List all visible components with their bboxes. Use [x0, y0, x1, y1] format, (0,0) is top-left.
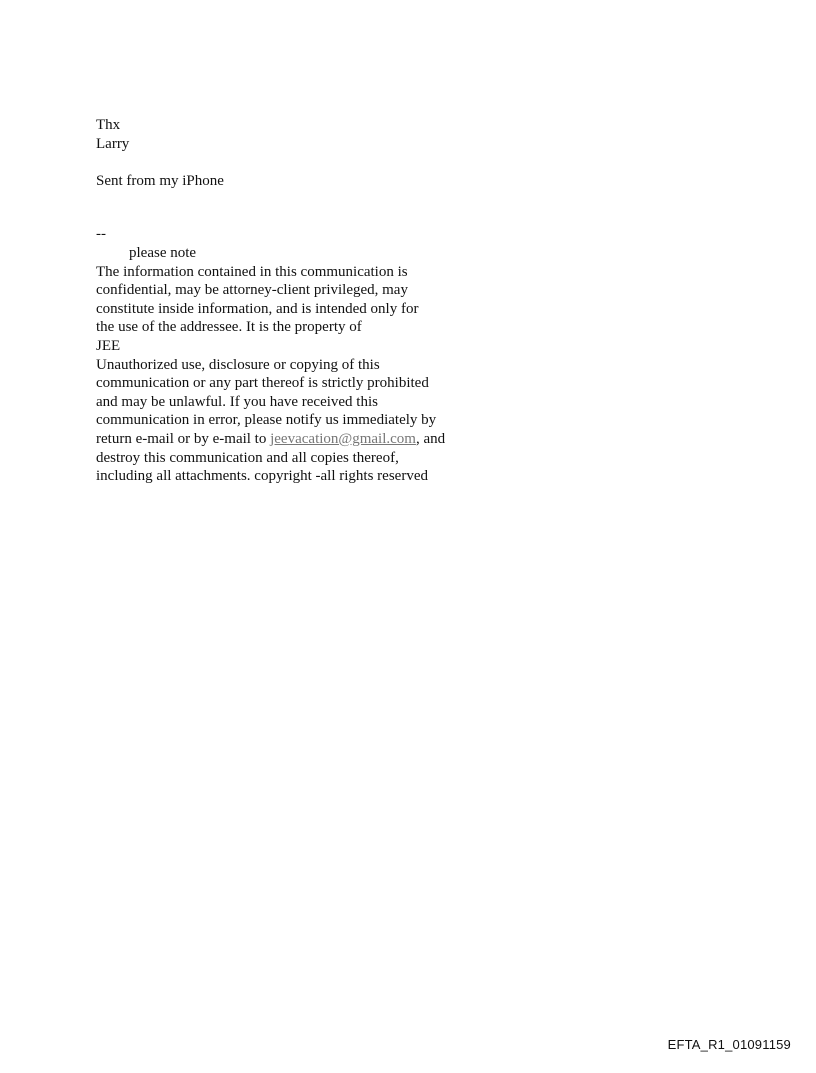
disclaimer-line: Unauthorized use, disclosure or copying of this	[96, 356, 380, 373]
sent-from-text: Sent from my iPhone	[96, 172, 224, 189]
disclaimer-line: confidential, may be attorney-client privileged, may	[96, 282, 408, 299]
email-line-suffix: , and	[415, 430, 446, 447]
spacer	[96, 153, 516, 172]
disclaimer-line: destroy this communication and all copies thereof,	[96, 449, 399, 466]
disclaimer-line: constitute inside information, and is intended only for	[96, 300, 419, 317]
closing-text: Thx	[96, 117, 121, 133]
disclaimer-line: communication or any part thereof is strictly prohibited	[96, 375, 429, 392]
email-body	[96, 116, 516, 486]
disclaimer-line: communication in error, please notify us immediately by	[96, 412, 437, 429]
disclaimer-block	[96, 244, 516, 486]
disclaimer-line: and may be unlawful. If you have received this	[96, 393, 378, 410]
disclaimer-email-line	[96, 430, 516, 449]
disclaimer-line: JEE	[96, 337, 121, 354]
disclaimer-heading: please note	[129, 244, 197, 261]
spacer	[96, 190, 516, 225]
signature-name: Larry	[96, 135, 130, 152]
disclaimer-line: The information contained in this communication is	[96, 263, 408, 280]
email-address-link[interactable]: jeevacation@gmail.com	[270, 430, 416, 447]
disclaimer-line: the use of the addressee. It is the property of	[96, 319, 362, 336]
disclaimer-line: including all attachments. copyright -all rights reserved	[96, 468, 428, 485]
email-line-prefix: return e-mail or by e-mail to	[96, 430, 271, 447]
document-id: EFTA_R1_01091159	[667, 1037, 791, 1052]
signature-separator: --	[96, 226, 106, 243]
